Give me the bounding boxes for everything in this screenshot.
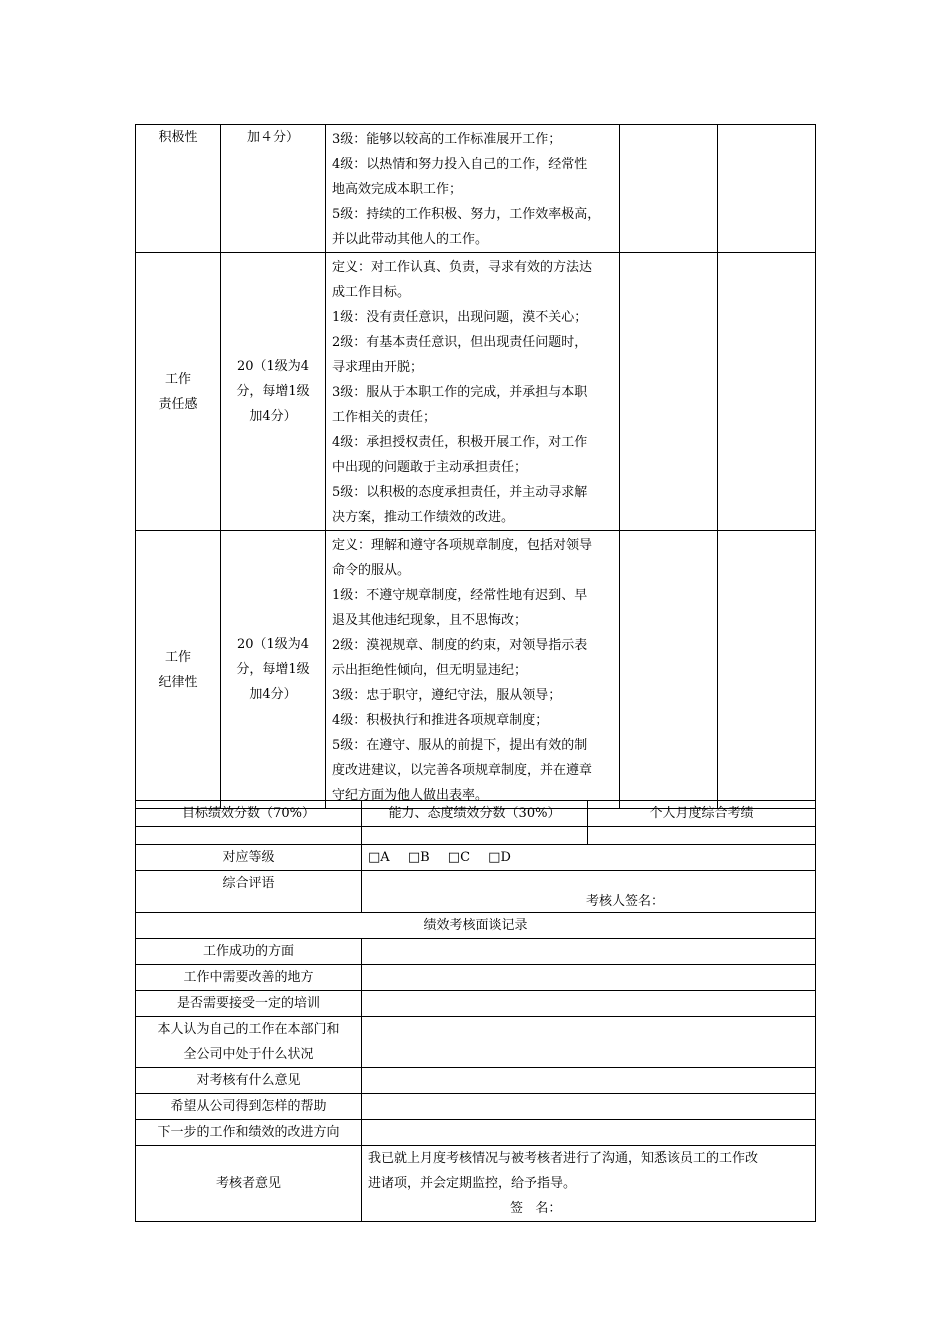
- criteria-description-line: 5级：在遵守、服从的前提下，提出有效的制: [332, 738, 588, 753]
- criteria-score-line: 加４分）: [246, 130, 299, 145]
- criteria-description-line: 定义：理解和遵守各项规章制度，包括对领导: [332, 538, 593, 553]
- assessor-score-cell[interactable]: [718, 531, 816, 809]
- interview-question-line: 全公司中处于什么状况: [183, 1047, 314, 1062]
- assessor-score-cell[interactable]: [718, 125, 816, 253]
- self-score-cell[interactable]: [620, 253, 718, 531]
- grade-options: [362, 845, 816, 871]
- criteria-name: [136, 531, 221, 809]
- grade-label: 对应等级: [136, 845, 362, 871]
- self-score-cell[interactable]: [620, 531, 718, 809]
- interview-question-line: 下一步的工作和绩效的改进方向: [157, 1125, 340, 1140]
- grade-option-c[interactable]: □C: [447, 850, 471, 865]
- target-score-label: 目标绩效分数（70%）: [136, 801, 362, 827]
- monthly-total-value[interactable]: [588, 827, 816, 845]
- criteria-score-line: 分，每增1级: [236, 662, 310, 677]
- criteria-description-line: 退及其他违纪现象，且不思悔改；: [332, 613, 528, 628]
- criteria-description: [326, 531, 620, 809]
- criteria-score-line: 分，每增1级: [236, 384, 310, 399]
- interview-question: [136, 1120, 362, 1146]
- interview-answer-field[interactable]: [362, 991, 816, 1017]
- criteria-name: [136, 125, 221, 253]
- opinion-sign-label: 签 名：: [510, 1201, 562, 1216]
- criteria-score-line: 20（1级为4: [236, 359, 310, 374]
- criteria-score: [221, 253, 326, 531]
- criteria-name-line: 工作: [164, 371, 191, 387]
- criteria-description-line: 示出拒绝性倾向，但无明显违纪；: [332, 663, 528, 678]
- criteria-description-line: 3级：服从于本职工作的完成，并承担与本职: [332, 385, 588, 400]
- criteria-description-line: 3级：忠于职守，遵纪守法，服从领导；: [332, 688, 562, 703]
- criteria-row: [136, 253, 816, 531]
- opinion-label: 考核者意见: [136, 1146, 362, 1222]
- self-score-cell[interactable]: [620, 125, 718, 253]
- criteria-description-line: 1级：没有责任意识，出现问题，漠不关心；: [332, 310, 588, 325]
- criteria-row: [136, 125, 816, 253]
- criteria-description-line: 1级：不遵守规章制度，经常性地有迟到、早: [332, 588, 588, 603]
- criteria-description-line: 成工作目标。: [332, 285, 411, 300]
- criteria-table: [135, 124, 816, 809]
- interview-answer-field[interactable]: [362, 939, 816, 965]
- ability-score-value[interactable]: [362, 827, 588, 845]
- opinion-text-line-2: 进诸项，并会定期监控，给予指导。: [368, 1176, 577, 1191]
- criteria-description-line: 中出现的问题敢于主动承担责任；: [332, 460, 528, 475]
- comment-label: 综合评语: [136, 871, 362, 913]
- criteria-name-line: 责任感: [158, 396, 198, 412]
- opinion-row: [136, 1146, 816, 1222]
- interview-title: 绩效考核面谈记录: [136, 913, 816, 939]
- interview-row: [136, 991, 816, 1017]
- criteria-name: [136, 253, 221, 531]
- criteria-description-line: 5级：持续的工作积极、努力，工作效率极高，: [332, 207, 601, 222]
- criteria-description-line: 4级：以热情和努力投入自己的工作，经常性: [332, 157, 588, 172]
- interview-answer-field[interactable]: [362, 1120, 816, 1146]
- interview-row: [136, 1120, 816, 1146]
- score-value-row: [136, 827, 816, 845]
- score-header-row: [136, 801, 816, 827]
- interview-question-line: 对考核有什么意见: [196, 1073, 301, 1088]
- criteria-score-line: 加4分）: [249, 409, 297, 424]
- interview-question: [136, 1094, 362, 1120]
- criteria-description: [326, 253, 620, 531]
- interview-question: [136, 1017, 362, 1068]
- criteria-description-line: 决方案，推动工作绩效的改进。: [332, 510, 515, 525]
- interview-question-line: 工作成功的方面: [202, 944, 294, 959]
- interview-answer-field[interactable]: [362, 1094, 816, 1120]
- criteria-description-line: 4级：承担授权责任，积极开展工作，对工作: [332, 435, 588, 450]
- interview-question: [136, 965, 362, 991]
- interview-row: [136, 1094, 816, 1120]
- interview-row: [136, 1017, 816, 1068]
- interview-answer-field[interactable]: [362, 1068, 816, 1094]
- assessor-sign-label: 考核人签名：: [586, 894, 665, 909]
- grade-row: [136, 845, 816, 871]
- criteria-description-line: 5级：以积极的态度承担责任，并主动寻求解: [332, 485, 588, 500]
- grade-option-d[interactable]: □D: [488, 850, 511, 865]
- criteria-description: [326, 125, 620, 253]
- criteria-row: [136, 531, 816, 809]
- criteria-description-line: 2级：漠视规章、制度的约束，对领导指示表: [332, 638, 588, 653]
- interview-question: [136, 939, 362, 965]
- grade-option-a[interactable]: □A: [368, 850, 390, 865]
- comment-field[interactable]: [362, 871, 816, 913]
- interview-answer-field[interactable]: [362, 1017, 816, 1068]
- opinion-text-line-1: 我已就上月度考核情况与被考核者进行了沟通，知悉该员工的工作改: [368, 1151, 759, 1166]
- interview-question-line: 工作中需要改善的地方: [183, 970, 314, 985]
- criteria-name-line: 积极性: [158, 130, 198, 145]
- interview-answer-field[interactable]: [362, 965, 816, 991]
- interview-row: [136, 939, 816, 965]
- ability-score-label: 能力、态度绩效分数（30%）: [362, 801, 588, 827]
- criteria-description-line: 寻求理由开脱；: [332, 360, 424, 375]
- interview-question: [136, 1068, 362, 1094]
- criteria-description-line: 并以此带动其他人的工作。: [332, 232, 489, 247]
- criteria-description-line: 4级：积极执行和推进各项规章制度；: [332, 713, 549, 728]
- criteria-score-line: 加4分）: [249, 687, 297, 702]
- grade-option-b[interactable]: □B: [407, 850, 430, 865]
- criteria-name-line: 纪律性: [158, 674, 198, 690]
- criteria-description-line: 定义：对工作认真、负责，寻求有效的方法达: [332, 260, 593, 275]
- criteria-description-line: 地高效完成本职工作；: [332, 182, 463, 197]
- criteria-description-line: 守纪方面为他人做出表率。: [332, 788, 489, 803]
- criteria-description-line: 工作相关的责任；: [332, 410, 437, 425]
- target-score-value[interactable]: [136, 827, 362, 845]
- criteria-description-line: 命令的服从。: [332, 563, 411, 578]
- assessor-score-cell[interactable]: [718, 253, 816, 531]
- criteria-score: [221, 531, 326, 809]
- monthly-total-label: 个人月度综合考绩: [588, 801, 816, 827]
- criteria-name-line: 工作: [164, 649, 191, 665]
- criteria-score-line: 20（1级为4: [236, 637, 310, 652]
- interview-row: [136, 1068, 816, 1094]
- criteria-description-line: 度改进建议，以完善各项规章制度，并在遵章: [332, 763, 593, 778]
- interview-question-line: 是否需要接受一定的培训: [176, 996, 320, 1011]
- criteria-description-line: 2级：有基本责任意识，但出现责任问题时，: [332, 335, 588, 350]
- interview-row: [136, 965, 816, 991]
- comment-row: [136, 871, 816, 913]
- summary-table: [135, 800, 816, 1222]
- interview-question-line: 本人认为自己的工作在本部门和: [157, 1022, 340, 1037]
- interview-question: [136, 991, 362, 1017]
- interview-title-row: [136, 913, 816, 939]
- criteria-score: [221, 125, 326, 253]
- interview-question-line: 希望从公司得到怎样的帮助: [170, 1099, 327, 1114]
- opinion-field[interactable]: [362, 1146, 816, 1222]
- criteria-description-line: 3级：能够以较高的工作标准展开工作；: [332, 132, 562, 147]
